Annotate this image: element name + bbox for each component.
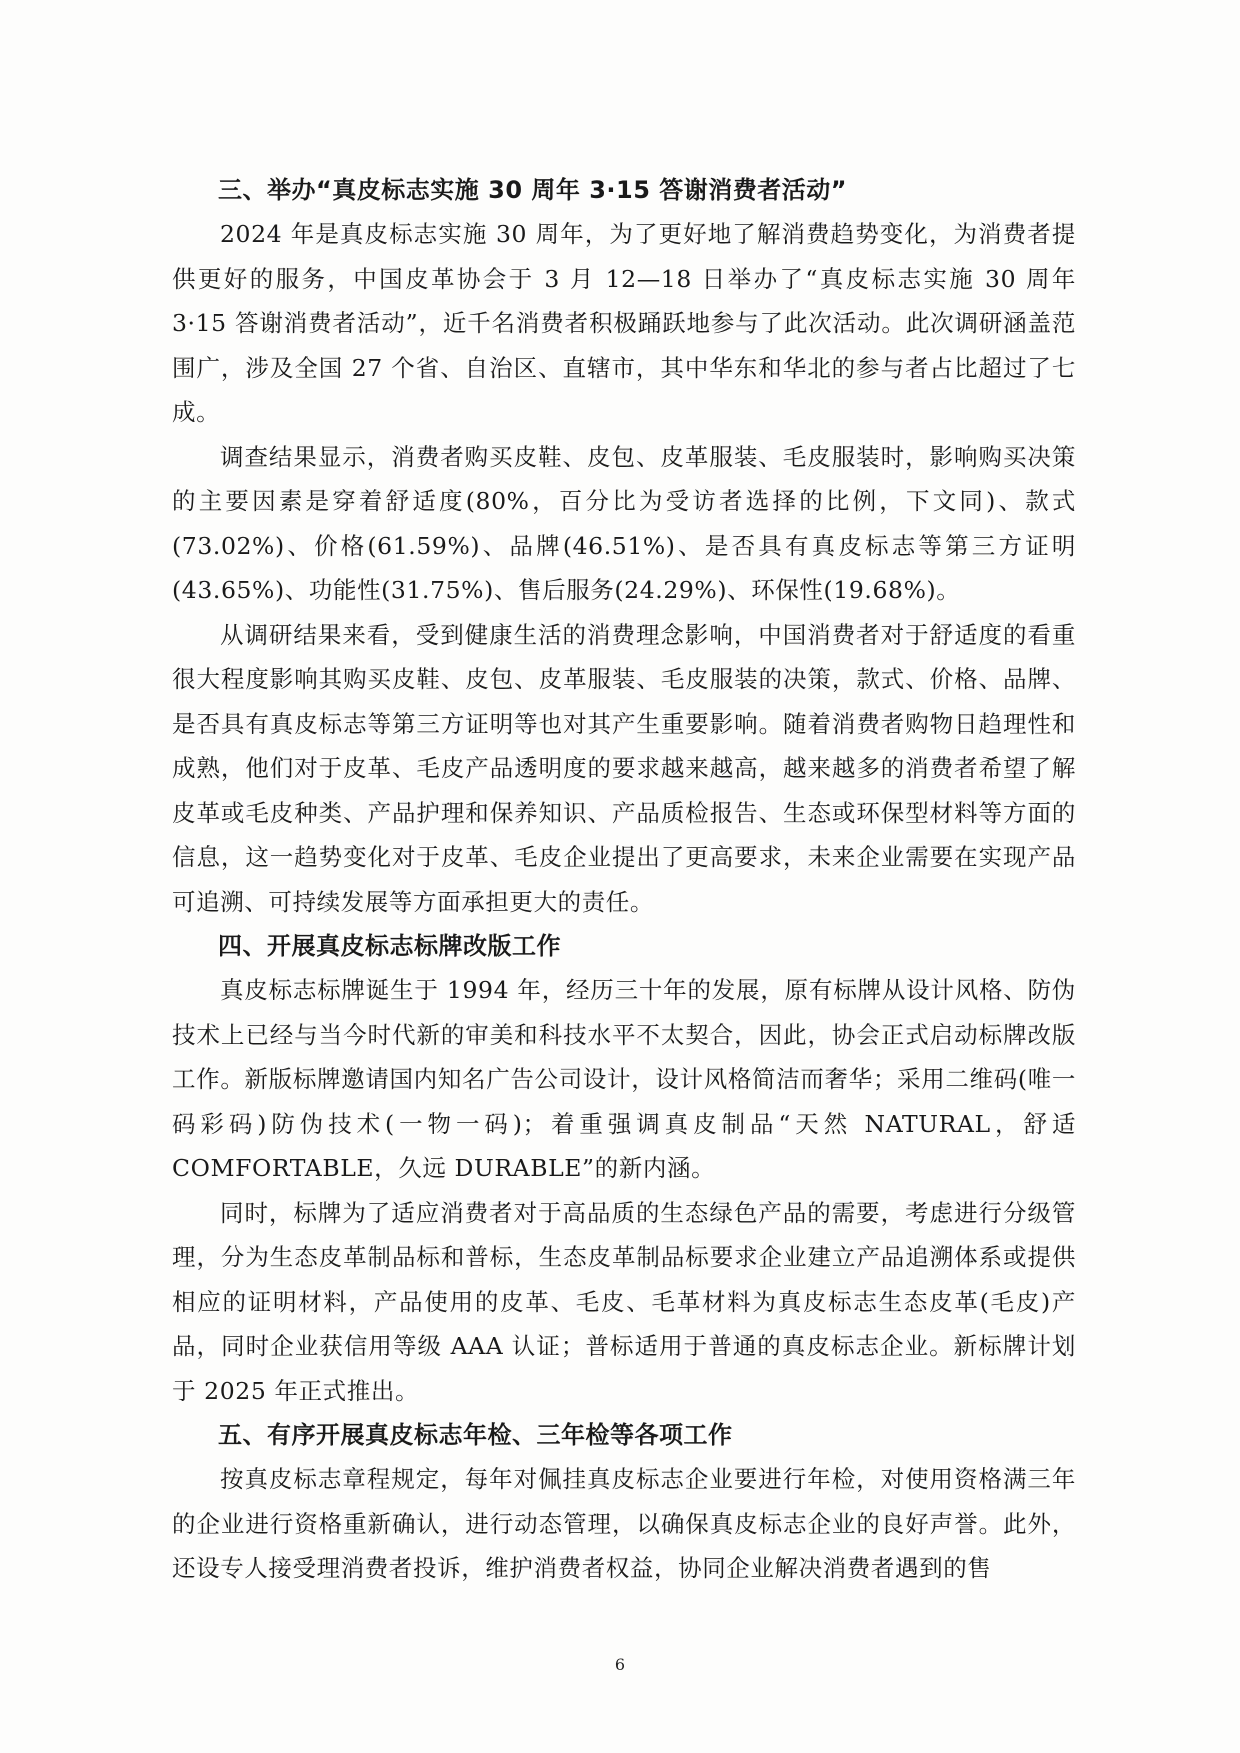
page-body xyxy=(172,168,1076,1591)
section-heading-4: 四、开展真皮标志标牌改版工作 xyxy=(218,932,561,960)
section-heading-3: 三、举办“真皮标志实施 30 周年 3·15 答谢消费者活动” xyxy=(218,176,848,204)
section-3-paragraph-3: 从调研结果来看，受到健康生活的消费理念影响，中国消费者对于舒适度的看重很大程度影响其购买皮鞋、皮包、皮革服装、毛皮服装的决策，款式、价格、品牌、是否具有真皮标志等第三方证明等也对其产生重要影响。随着消费者购物日趋理性和成熟，他们对于皮革、毛皮产品透明度的要求越来越高，越来越多的消费者希望了解皮革或毛皮种类、产品护理和保养知识、产品质检报告、生态或环保型材料等方面的信息，这一趋势变化对于皮革、毛皮企业提出了更高要求，未来企业需要在实现产品可追溯、可持续发展等方面承担更大的责任。 xyxy=(172,620,1076,916)
section-4-paragraph-2: 同时，标牌为了适应消费者对于高品质的生态绿色产品的需要，考虑进行分级管理，分为生态皮革制品标和普标，生态皮革制品标要求企业建立产品追溯体系或提供相应的证明材料，产品使用的皮革、毛皮、毛革材料为真皮标志生态皮革(毛皮)产品，同时企业获信用等级 AAA 认证；普标适用于普通的真皮标志企业。新标牌计划于 2025 年正式推出。 xyxy=(172,1198,1076,1405)
section-5-paragraph-1: 按真皮标志章程规定，每年对佩挂真皮标志企业要进行年检，对使用资格满三年的企业进行资格重新确认，进行动态管理，以确保真皮标志企业的良好声誉。此外，还设专人接受理消费者投诉，维护消费者权益，协同企业解决消费者遇到的售 xyxy=(172,1465,1076,1582)
section-4-paragraph-1: 真皮标志标牌诞生于 1994 年，经历三十年的发展，原有标牌从设计风格、防伪技术上已经与当今时代新的审美和科技水平不太契合，因此，协会正式启动标牌改版工作。新版标牌邀请国内知名广告公司设计，设计风格简洁而奢华；采用二维码(唯一码彩码)防伪技术(一物一码)；着重强调真皮制品“天然 NATURAL，舒适 COMFORTABLE，久远 DURABLE”的新内涵。 xyxy=(172,976,1076,1182)
section-3-paragraph-1: 2024 年是真皮标志实施 30 周年，为了更好地了解消费趋势变化，为消费者提供更好的服务，中国皮革协会于 3 月 12—18 日举办了“真皮标志实施 30 周年 3·15 答谢消费者活动”，近千名消费者积极踊跃地参与了此次活动。此次调研涵盖范围广，涉及全国 27 个省、自治区、直辖市，其中华东和华北的参与者占比超过了七成。 xyxy=(172,220,1076,426)
page-number: 6 xyxy=(614,1655,626,1674)
section-3-paragraph-2: 调查结果显示，消费者购买皮鞋、皮包、皮革服装、毛皮服装时，影响购买决策的主要因素是穿着舒适度(80%，百分比为受访者选择的比例，下文同)、款式(73.02%)、价格(61.59%)、品牌(46.51%)、是否具有真皮标志等第三方证明(43.65%)、功能性(31.75%)、售后服务(24.29%)、环保性(19.68%)。 xyxy=(172,442,1076,604)
section-heading-5: 五、有序开展真皮标志年检、三年检等各项工作 xyxy=(218,1421,733,1449)
